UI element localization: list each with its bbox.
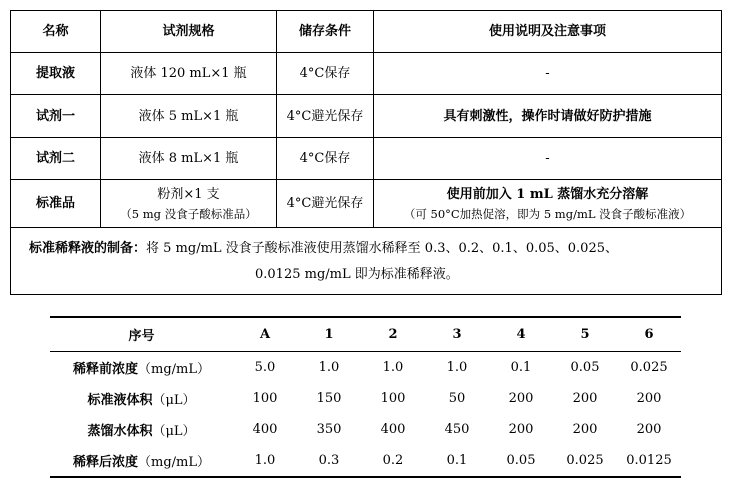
row-label-name: 蒸馏水体积 [87, 424, 153, 439]
reagent-storage: 4°C避光保存 [277, 180, 374, 228]
reagent-name: 试剂一 [11, 95, 101, 138]
dilution-cell: 0.1 [510, 360, 532, 375]
reagent-row [11, 53, 722, 95]
reagent-note-cell [374, 180, 722, 228]
header-name: 名称 [11, 11, 101, 53]
dilution-row-label [50, 352, 233, 384]
dilution-cell: 200 [572, 422, 598, 437]
dilution-row [50, 383, 681, 414]
dilution-cell: 1.0 [446, 360, 468, 375]
prep-note-row [11, 228, 722, 295]
reagent-spec: 粉剂×1 支 [157, 187, 220, 202]
dilution-cell: 350 [316, 422, 342, 437]
reagent-spec: 液体 120 mL×1 瓶 [101, 53, 277, 95]
reagent-note-sub: （可 50°C加热促溶，即为 5 mg/mL 没食子酸标准液） [403, 207, 692, 221]
dilution-row-label [50, 414, 233, 445]
dilution-table [50, 316, 681, 478]
prep-note-text-line2: 0.0125 mg/mL 即为标准稀释液。 [255, 267, 459, 282]
header-spec: 试剂规格 [101, 11, 277, 53]
prep-note-text-line1: 将 5 mg/mL 没食子酸标准液使用蒸馏水稀释至 0.3、0.2、0.1、0.05、0.025、 [146, 241, 618, 256]
reagent-name: 试剂二 [11, 138, 101, 180]
dilution-row-label [50, 445, 233, 477]
dilution-cell: 0.025 [630, 360, 668, 375]
dilution-cell: 5.0 [254, 360, 276, 375]
dilution-cell: 1.0 [233, 445, 297, 477]
reagent-spec-sub: （5 mg 没食子酸标准品） [120, 207, 257, 221]
reagent-spec: 液体 8 mL×1 瓶 [101, 138, 277, 180]
dilution-cell: 0.025 [553, 445, 617, 477]
dilution-row [50, 445, 681, 477]
dilution-header: 4 [489, 317, 553, 352]
dilution-cell: 1.0 [382, 360, 404, 375]
dilution-header: 2 [361, 317, 425, 352]
dilution-cell: 400 [252, 422, 278, 437]
reagent-storage: 4°C避光保存 [277, 95, 374, 138]
reagent-storage: 4°C保存 [277, 53, 374, 95]
prep-note-label: 标准稀释液的制备： [29, 241, 147, 256]
dilution-row [50, 414, 681, 445]
reagent-name: 提取液 [11, 53, 101, 95]
reagent-note: - [374, 53, 722, 95]
reagent-storage: 4°C保存 [277, 138, 374, 180]
dilution-cell: 400 [380, 422, 406, 437]
dilution-cell: 200 [508, 422, 534, 437]
reagent-note: 使用前加入 1 mL 蒸馏水充分溶解 [446, 187, 649, 202]
dilution-header: A [233, 317, 297, 352]
header-storage: 储存条件 [277, 11, 374, 53]
row-label-unit: （mg/mL） [138, 455, 210, 470]
dilution-cell: 0.05 [489, 445, 553, 477]
reagent-header-row [11, 11, 722, 53]
reagent-name: 标准品 [11, 180, 101, 228]
dilution-row [50, 352, 681, 384]
dilution-cell: 200 [636, 422, 662, 437]
dilution-cell: 200 [636, 391, 662, 406]
dilution-cell: 200 [572, 391, 598, 406]
dilution-cell: 0.0125 [617, 445, 681, 477]
dilution-cell: 1.0 [318, 360, 340, 375]
dilution-cell: 100 [380, 391, 406, 406]
row-label-name: 稀释前浓度 [72, 362, 138, 377]
reagent-note: 具有刺激性，操作时请做好防护措施 [374, 95, 722, 138]
reagent-row [11, 180, 722, 228]
dilution-cell: 50 [448, 391, 466, 406]
dilution-cell: 450 [444, 422, 470, 437]
reagent-spec-cell [101, 180, 277, 228]
row-label-name: 标准液体积 [87, 393, 153, 408]
dilution-cell: 200 [508, 391, 534, 406]
row-label-unit: （μL） [152, 393, 196, 408]
prep-note [11, 228, 722, 295]
row-label-name: 稀释后浓度 [72, 455, 138, 470]
reagent-note: - [374, 138, 722, 180]
dilution-cell: 0.05 [570, 360, 600, 375]
reagent-table [10, 10, 722, 295]
dilution-cell: 0.2 [361, 445, 425, 477]
dilution-header: 5 [553, 317, 617, 352]
row-label-unit: （μL） [152, 424, 196, 439]
reagent-row [11, 95, 722, 138]
dilution-header: 6 [617, 317, 681, 352]
dilution-cell: 100 [252, 391, 278, 406]
dilution-row-label [50, 383, 233, 414]
dilution-header: 1 [297, 317, 361, 352]
dilution-header-row [50, 317, 681, 352]
dilution-cell: 0.3 [297, 445, 361, 477]
reagent-row [11, 138, 722, 180]
row-label-unit: （mg/mL） [138, 362, 210, 377]
reagent-spec: 液体 5 mL×1 瓶 [101, 95, 277, 138]
header-note: 使用说明及注意事项 [374, 11, 722, 53]
dilution-cell: 0.1 [425, 445, 489, 477]
dilution-cell: 150 [316, 391, 342, 406]
dilution-header: 序号 [50, 317, 233, 352]
dilution-header: 3 [425, 317, 489, 352]
